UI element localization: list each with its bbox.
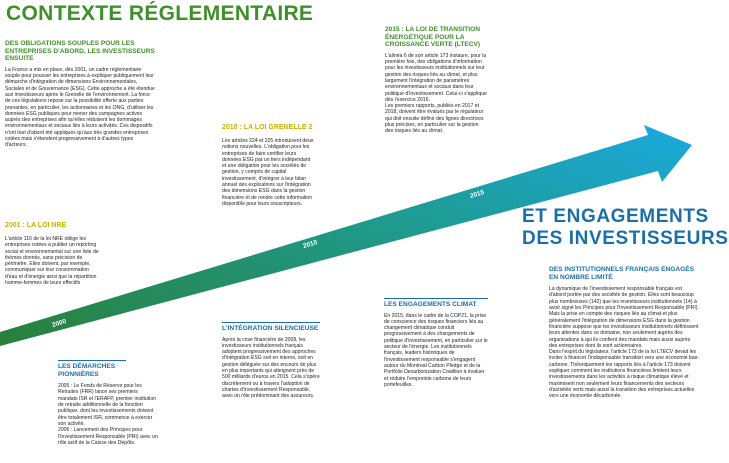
section-text: La France a mis en place, dès 2001, un cadre réglementaire souple pour pousser les entreprises à expliquer publiquement leur démarche d'intégration de dimensions Environnementales, Sociales et de Gouvernance (ESG). Cette approche a été étendue aux investisseurs après le Grenelle de l'environnement. La force de ces législations repose sur la possibilité offerte aux parties prenantes, en particulier, les actionnaires et les ONG, d'utiliser les données ESG publiques pour mener des campagnes actives auprès des entreprises afin qu'elles réduisent les dommages environnementaux et sociaux liés à leurs activités. Ces dispositifs n'ont tout d'abord été appliqués qu'aux très grandes entreprises cotées mais s'étendent progressivement à d'autres types d'acteurs. bbox=[5, 66, 155, 149]
section-loi-nre bbox=[5, 222, 100, 286]
page-title: CONTEXTE RÉGLEMENTAIRE bbox=[6, 2, 314, 25]
section-text: Après la crise financière de 2008, les investisseurs institutionnels français adoptent progressivement des approches d'intégration ESG soit en interne, soit en gestion déléguée sur des encours de plus en plus importants qui atteignent près de 500 milliards d'euros en 2015. Cela s'opère discrètement ou à travers l'adoption de chartes d'investissement Responsable, avec un rôle prédominant des assureurs. bbox=[222, 336, 320, 400]
section-text: L'alinéa 6 de son article 173 instaure, pour la première fois, des obligations d'information pour les investisseurs institutionnels sur leur gestion des risques liés au climat, et plus largement l'intégration de paramètres environnementaux et sociaux dans leur politique d'investissement. Celui-ci s'applique dès l'exercice 2016. bbox=[385, 52, 487, 103]
section-heading: 2015 : LA LOI DE TRANSITION ÉNERGÉTIQUE POUR LA CROISSANCE VERTE (LTECV) bbox=[385, 26, 481, 49]
section-ltecv bbox=[385, 26, 488, 135]
page-subtitle-line-1: ET ENGAGEMENTS bbox=[522, 206, 709, 227]
section-text: En 2015, dans le cadre de la COP21, la prise de conscience des risques financiers liés au changement climatique conduit progressivement à des changements de politique d'investissement, en particulier sur le secteur de l'énergie. Les institutionnels français, leaders historiques de l'investissement responsable s'engagent autour du Montreal Carbon Pledge et de la Portfolio Decarbonization Coalition à évaluer et réduire l'empreinte carbone de leurs portefeuilles. bbox=[384, 312, 488, 388]
section-heading: DES INSTITUTIONNELS FRANÇAIS ENGAGÉS EN NOMBRE LIMITÉ bbox=[549, 266, 695, 281]
section-text: Les articles 224 et 225 introduisent deux notions nouvelles. L'obligation pour les entreprises de faire certifier leurs données ESG par un tiers indépendant et une obligation pour les sociétés de gestion, y compris de capital investissement, d'intégrer à leur bilan annuel des explications sur l'intégration des dimensions ESG dans la gestion financière et de rendre cette information disponible pour leurs souscripteurs. bbox=[222, 138, 314, 207]
section-heading: 2010 : LA LOI GRENELLE 2 bbox=[222, 124, 313, 131]
section-text: 2005 : Le Fonds de Réserve pour les Retraites (FRR) lance ses premiers mandats ISR et l'ERAFP, premier institution de retraite additionnelle de la fonction publique, dont les investissements doivent être totalement ISR, commence à exercer son activité. bbox=[58, 383, 156, 427]
section-integration bbox=[222, 322, 320, 400]
section-grenelle bbox=[222, 124, 315, 207]
section-text-2: Les premiers rapports, publiés en 2017 et 2018, doivent être évalués par le régulateur qui doit ensuite définir des lignes directrices plus précises, en particulier sur la gestion des risques liés au climat. bbox=[385, 103, 484, 135]
section-heading: DES OBLIGATIONS SOUPLES POUR LES ENTREPRISES D'ABORD, LES INVESTISSEURS ENSUITE bbox=[5, 40, 155, 63]
section-institutionnels bbox=[549, 266, 699, 400]
section-text-2: Dans l'esprit du législateur, l'article 173 de la loi LTECV devait les inciter à financer l'indispensable transition vers une économie bas-carbone. Théoriquement les rapports liés à l'article 173 doivent expliquer comment les institutions financières limitent leurs investissements dans les activités à risque climatique élevé et maximisent non seulement leurs financements des secteurs d'activités verts mais aussi la transition des entreprises actuelles vers une économie décarbonée. bbox=[549, 349, 699, 400]
section-heading: LES ENGAGEMENTS CLIMAT bbox=[384, 298, 488, 309]
section-text: La dynamique de l'investissement responsable français est d'abord portée par des sociétés de gestion. Elles sont beaucoup plus nombreuses (142) que les investisseurs institutionnels (14) à avoir signé les Principes pour l'Investissement Responsable (PRI). Mais la prise en compte des risques liés au climat et plus généralement l'intégration de dimensions ESG dans la gestion financière suppose que les investisseurs institutionnels définissent leurs attentes dans ce domaine, non seulement auprès des organisations à qui ils confient des mandats mais aussi auprès des entreprises dont ils sont actionnaires. bbox=[549, 286, 699, 349]
timeline-year-2010: 2010 bbox=[302, 239, 319, 250]
timeline-year-2000: 2000 bbox=[51, 318, 68, 329]
page-subtitle bbox=[522, 206, 729, 250]
section-demarches-pionnieres bbox=[58, 360, 158, 446]
page-subtitle-line-2: DES INVESTISSEURS bbox=[522, 228, 729, 249]
section-heading: LES DÉMARCHES PIONNIÈRES bbox=[58, 360, 126, 378]
timeline-year-2015: 2015 bbox=[469, 189, 486, 200]
section-text: L'article 116 de la loi NRE oblige les entreprises cotées à publier un reporting social et environnemental sur une liste de thèmes donnés, sans précision de périmètre. Elles doivent, par exemple, communiquer sur leur consommation d'eau et d'énergie ainsi que la répartition homme-femmes de leurs effectifs bbox=[5, 236, 99, 287]
section-text-2: 2006 : Lancement des Principes pour l'Investissement Responsable (PRI) avec un rôle actif de la Caisse des Dépôts. bbox=[58, 427, 158, 446]
section-engagements-climat bbox=[384, 298, 488, 388]
section-heading: 2001 : LA LOI NRE bbox=[5, 222, 67, 229]
section-heading: L'INTÉGRATION SILENCIEUSE bbox=[222, 322, 320, 333]
section-obligations bbox=[5, 40, 155, 149]
